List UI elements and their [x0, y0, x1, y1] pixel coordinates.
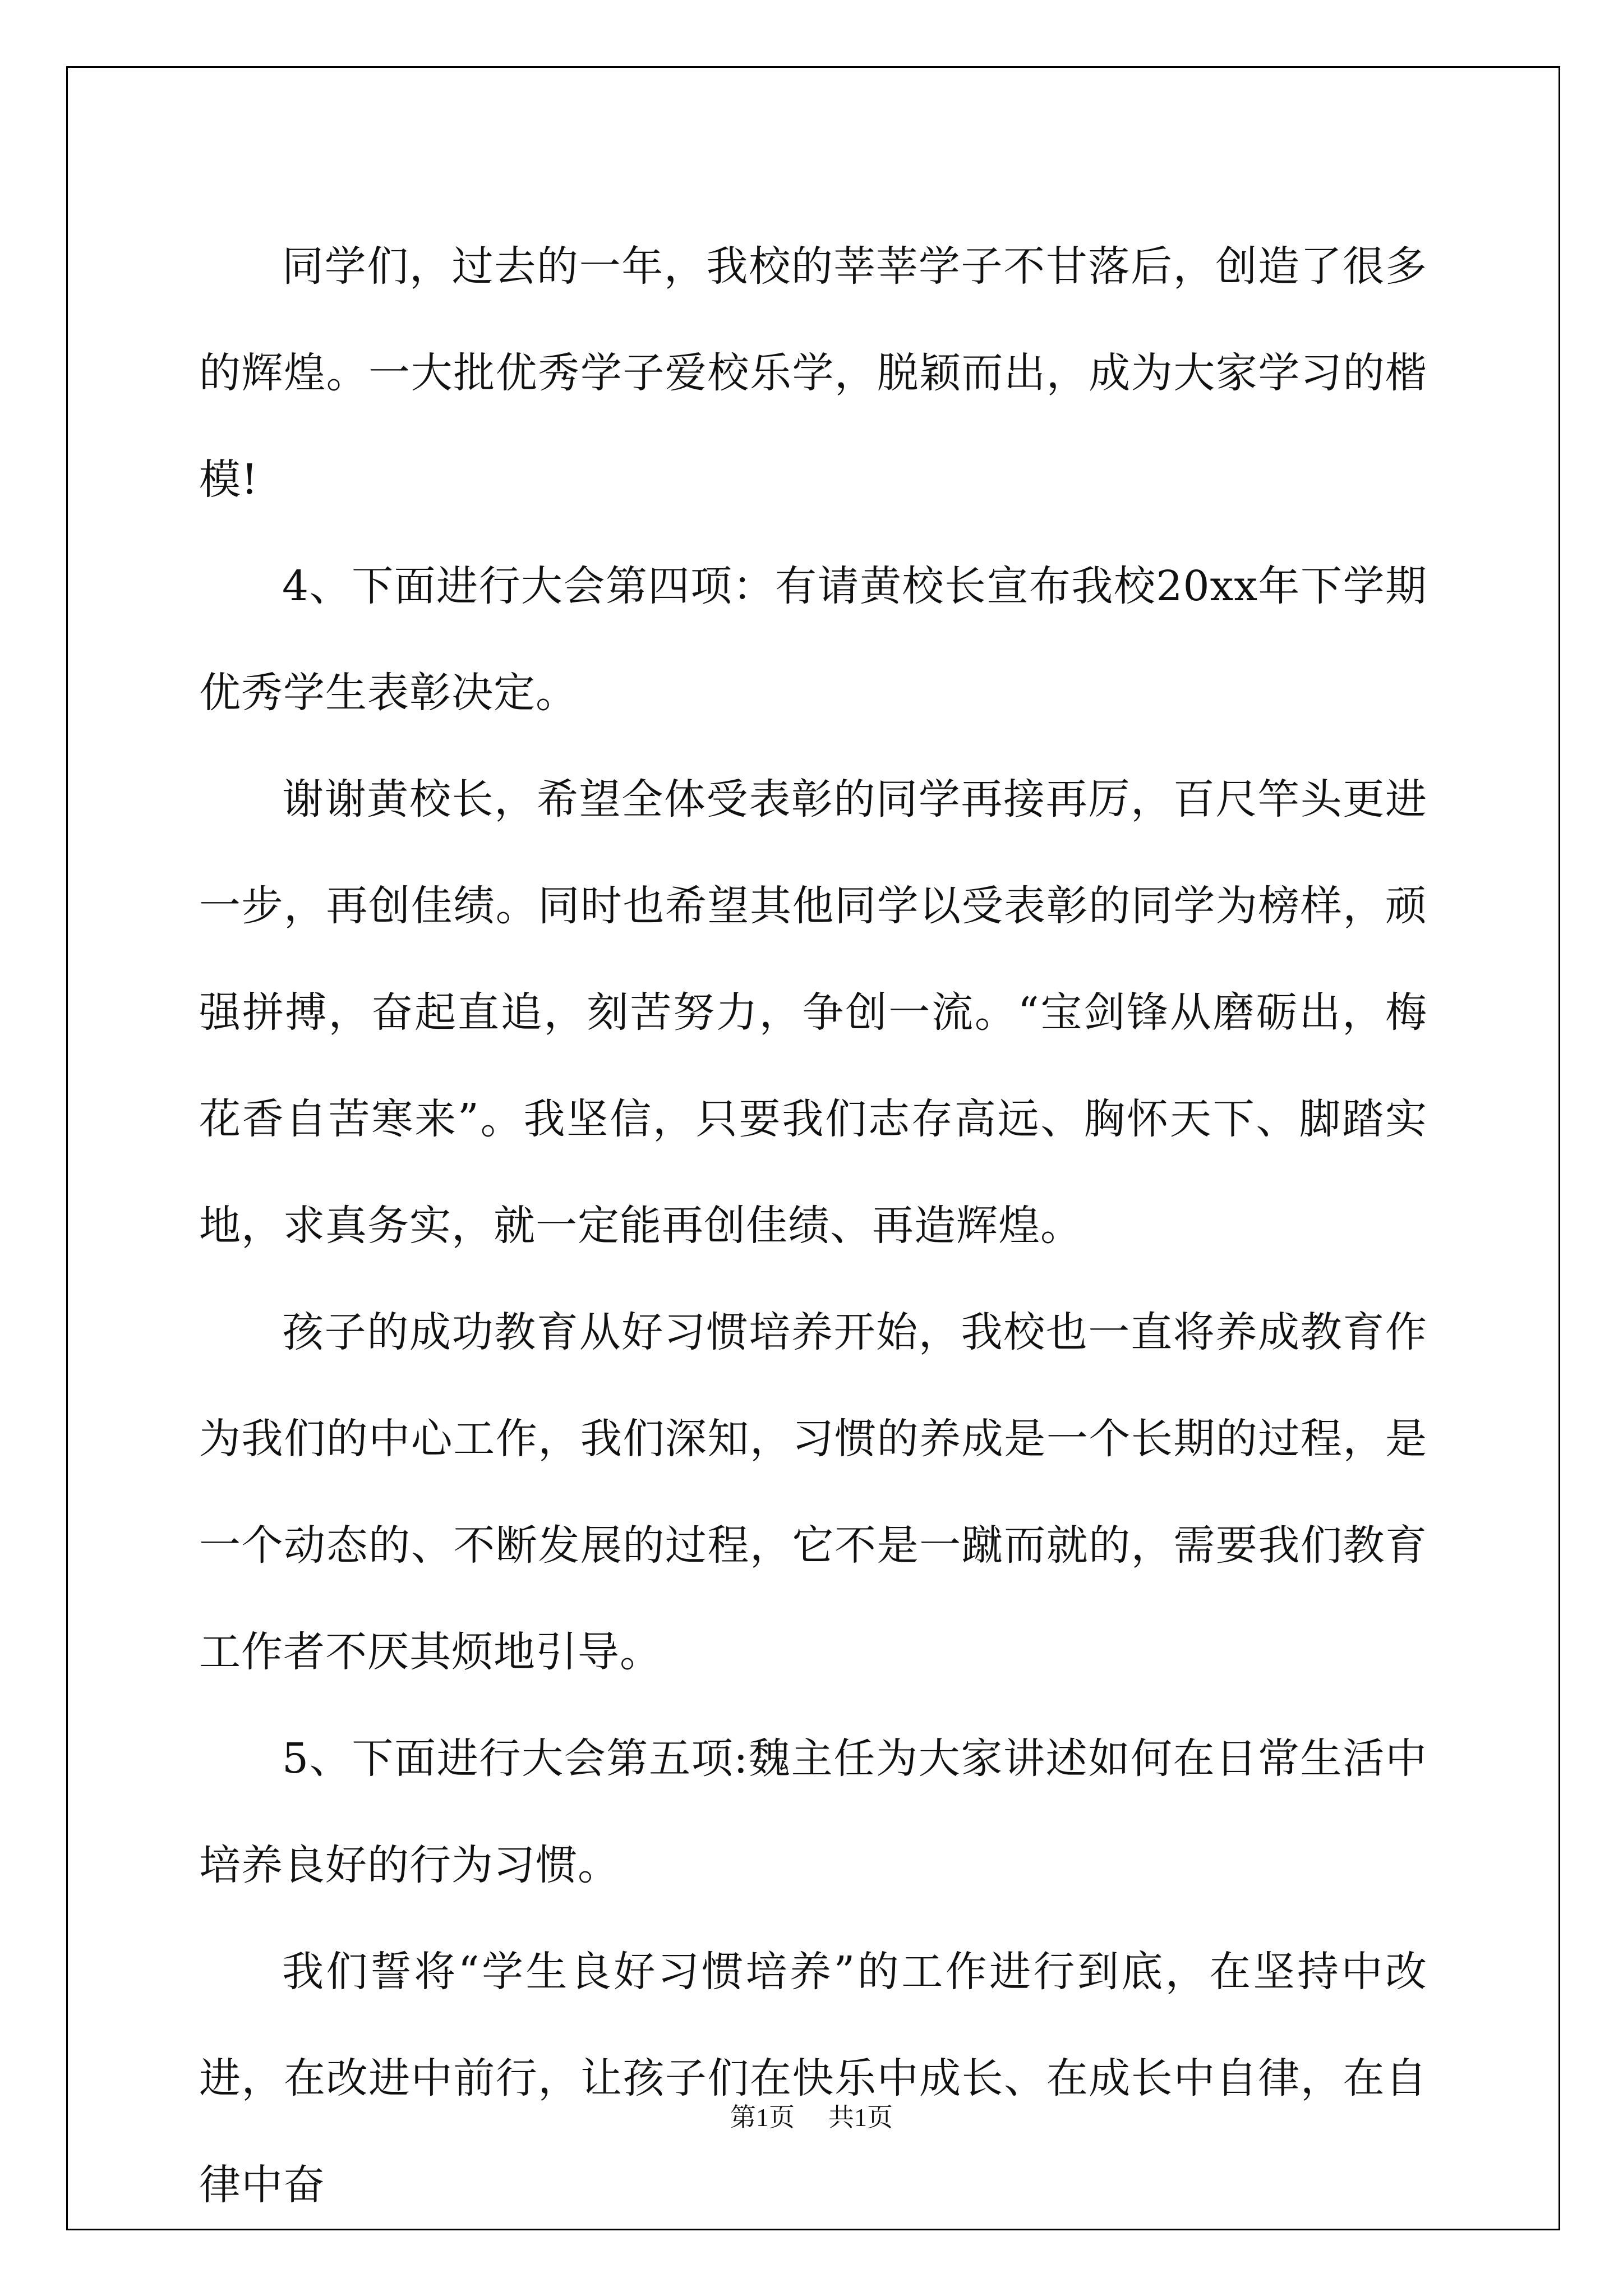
paragraph: 我们誓将“学生良好习惯培养”的工作进行到底，在坚持中改进，在改进中前行，让孩子们在快乐中成长、在成长中自律，在自律中奋 — [199, 1948, 1427, 2209]
paragraph: 谢谢黄校长，希望全体受表彰的同学再接再厉，百尺竿头更进一步，再创佳绩。同时也希望其他同学以受表彰的同学为榜样，顽强拼搏，奋起直追，刻苦努力，争创一流。“宝剑锋从磨砺出，梅花香自苦寒来”。我坚信，只要我们志存高远、胸怀天下、脚踏实地，求真务实，就一定能再创佳绩、再造辉煌。 — [199, 775, 1427, 1250]
paragraph: 4、下面进行大会第四项：有请黄校长宣布我校20xx年下学期优秀学生表彰决定。 — [199, 562, 1427, 717]
page-total: 共1页 — [828, 2103, 893, 2132]
page-number: 第1页 — [730, 2103, 795, 2132]
paragraph: 孩子的成功教育从好习惯培养开始，我校也一直将养成教育作为我们的中心工作，我们深知，习惯的养成是一个长期的过程，是一个动态的、不断发展的过程，它不是一蹴而就的，需要我们教育工作者不厌其烦地引导。 — [199, 1308, 1427, 1676]
page-footer — [0, 2097, 1623, 2134]
document-body — [199, 213, 1427, 2238]
paragraph: 同学们，过去的一年，我校的莘莘学子不甘落后，创造了很多的辉煌。一大批优秀学子爱校乐学，脱颖而出，成为大家学习的楷模! — [199, 242, 1427, 504]
paragraph: 5、下面进行大会第五项:魏主任为大家讲述如何在日常生活中培养良好的行为习惯。 — [199, 1734, 1427, 1889]
